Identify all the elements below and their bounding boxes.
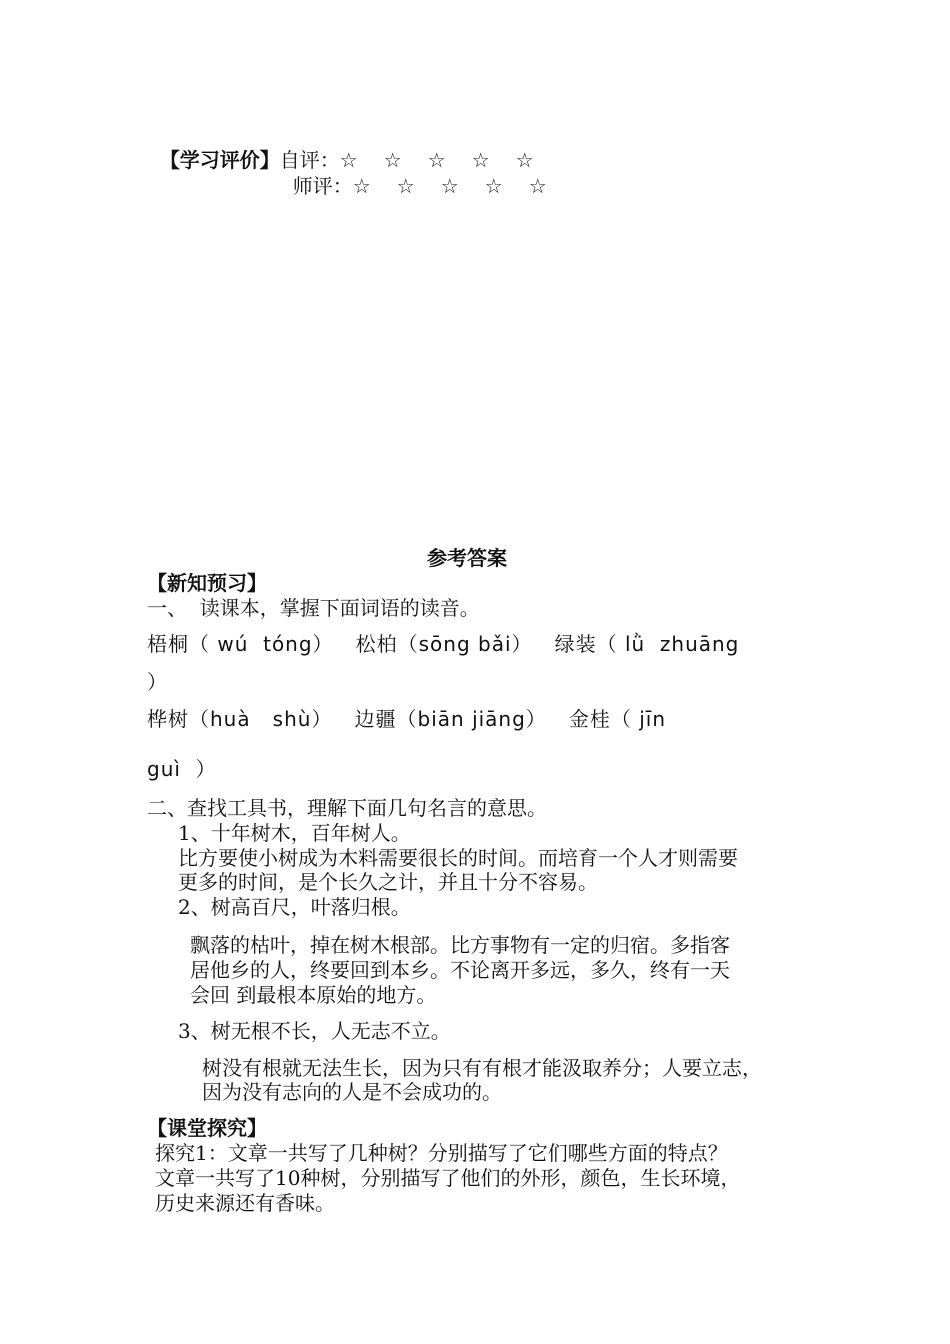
inquiry-1-question: 探究1：文章一共写了几种树？分别描写了它们哪些方面的特点？	[155, 1141, 728, 1165]
quote-3-answer-line-1: 树没有根就无法生长，因为只有有根才能汲取养分；人要立志，	[202, 1056, 762, 1080]
star-icon: ☆	[440, 174, 459, 198]
section-heading-preview: 【新知预习】	[147, 571, 267, 595]
inquiry-1-answer-line-2: 历史来源还有香味。	[155, 1191, 335, 1215]
answers-title: 参考答案	[427, 546, 507, 570]
star-icon: ☆	[396, 174, 415, 198]
star-icon: ☆	[484, 174, 503, 198]
section-heading-inquiry: 【课堂探究】	[147, 1116, 267, 1140]
pinyin-line-2: 桦树（huà shù） 边疆（biān jiāng） 金桂（ jīn	[147, 707, 667, 731]
quote-2-answer-line-1: 飘落的枯叶，掉在树木根部。比方事物有一定的归宿。多指客	[190, 933, 730, 957]
inquiry-1-answer-line-1: 文章一共写了10种树，分别描写了他们的外形，颜色，生长环境，	[155, 1166, 741, 1190]
star-icon: ☆	[339, 148, 358, 172]
quote-3-answer-line-2: 因为没有志向的人是不会成功的。	[202, 1080, 502, 1104]
quote-3: 3、树无根不长，人无志不立。	[178, 1019, 451, 1043]
quote-2-answer-line-3: 会回 到最根本原始的地方。	[190, 983, 437, 1007]
star-icon: ☆	[515, 148, 534, 172]
star-icon: ☆	[383, 148, 402, 172]
quote-2-answer-line-2: 居他乡的人，终要回到本乡。不论离开多远，多久，终有一天	[190, 958, 730, 982]
quote-1-answer-line-2: 更多的时间，是个长久之计，并且十分不容易。	[178, 870, 598, 894]
star-icon: ☆	[528, 174, 547, 198]
star-icon: ☆	[427, 148, 446, 172]
star-icon: ☆	[352, 174, 371, 198]
quote-1: 1、十年树木，百年树人。	[178, 821, 411, 845]
teacher-eval-row	[280, 150, 573, 198]
quote-2: 2、树高百尺，叶落归根。	[178, 895, 411, 919]
quote-1-answer-line-1: 比方要使小树成为木料需要很长的时间。而培育一个人才则需要	[178, 846, 738, 870]
self-eval-label: 自评：	[279, 148, 340, 172]
evaluation-heading: 【学习评价】	[159, 148, 280, 172]
teacher-eval-stars	[353, 174, 573, 198]
teacher-eval-label: 师评：	[292, 174, 353, 198]
star-icon: ☆	[471, 148, 490, 172]
item-1: 一、 读课本，掌握下面词语的读音。	[147, 596, 480, 620]
item-2: 二、查找工具书，理解下面几句名言的意思。	[147, 796, 547, 820]
pinyin-line-2-cont: guì ）	[147, 757, 217, 781]
pinyin-line-1: 梧桐（ wú tóng） 松柏（sōng bǎi） 绿装（ lǜ zhuāng	[147, 632, 740, 656]
pinyin-line-1-cont: ）	[147, 670, 167, 694]
